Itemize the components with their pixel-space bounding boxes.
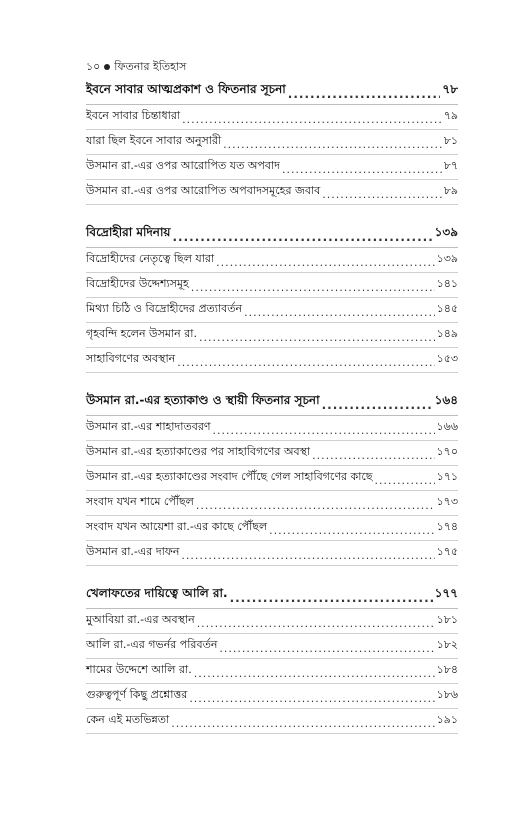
leader-dots <box>181 549 434 565</box>
toc-entry-page: ১৮৬ <box>436 688 458 701</box>
toc-entry-page: ১৯১ <box>436 713 458 726</box>
leader-dots <box>288 87 441 104</box>
toc-entry-page: ১৪৯ <box>436 327 458 340</box>
toc-section <box>86 223 458 373</box>
toc-entry-page: ১৪১ <box>436 277 458 290</box>
toc-heading-title: খেলাফতের দায়িত্বে আলি রা. <box>86 586 228 600</box>
leader-dots <box>230 591 433 608</box>
toc-entry-page: ১৭৫ <box>436 545 458 558</box>
toc-entry <box>86 298 458 323</box>
leader-dots <box>182 113 442 129</box>
toc-entry-page: ১৭০ <box>436 445 458 458</box>
toc-entry-title: সাহাবিগণের অবস্থান <box>86 352 176 365</box>
toc-entry <box>86 634 458 659</box>
toc-entry-title: উসমান রা.-এর হত্যাকাণ্ডের সংবাদ পৌঁছে গেল সাহাবিগণের কাছে <box>86 470 373 483</box>
toc-entry-title: মুআবিয়া রা.-এর অবস্থান <box>86 613 195 626</box>
toc-entry <box>86 684 458 709</box>
toc-entry-title: গুরুত্বপূর্ণ কিছু প্রশ্নোত্তর <box>86 688 188 701</box>
leader-dots <box>375 474 435 490</box>
toc-entry <box>86 105 458 130</box>
toc-entry-page: ৭৯ <box>443 109 458 122</box>
leader-dots <box>219 642 434 658</box>
leader-dots <box>223 138 442 154</box>
toc-heading <box>86 584 458 609</box>
toc-entry-page: ৮৭ <box>443 159 458 172</box>
toc-heading-title: বিদ্রোহীরা মদিনায় <box>86 225 171 239</box>
toc-entry <box>86 516 458 541</box>
toc-entry-title: শামের উদ্দেশে আলি রা. <box>86 663 192 676</box>
page-number: ১০ <box>86 60 101 73</box>
leader-dots <box>173 230 433 247</box>
bullet-dot <box>104 64 110 70</box>
toc-entry-title: উসমান রা.-এর দাফন <box>86 545 180 558</box>
leader-dots <box>196 499 435 515</box>
toc-entry-title: আলি রা.-এর গভর্নর পরিবর্তন <box>86 638 218 651</box>
leader-dots <box>171 717 434 733</box>
toc-entry-page: ১৬৬ <box>436 420 458 433</box>
toc-entry-page: ১৫৩ <box>436 352 458 365</box>
toc-heading <box>86 391 458 416</box>
leader-dots <box>189 692 434 708</box>
toc-heading-page: ১৬৪ <box>434 393 458 407</box>
toc-entry <box>86 155 458 180</box>
leader-dots <box>322 398 433 415</box>
leader-dots <box>322 188 441 204</box>
toc-entry <box>86 323 458 348</box>
toc-entry <box>86 709 458 734</box>
toc-heading-title: উসমান রা.-এর হত্যাকাণ্ড ও স্থায়ী ফিতনার সূচনা <box>86 393 320 407</box>
leader-dots <box>191 281 435 297</box>
toc-entry <box>86 466 458 491</box>
toc-heading-page: ১৩৯ <box>434 225 458 239</box>
toc-entry <box>86 248 458 273</box>
toc-entry-page: ৮১ <box>443 134 458 147</box>
toc-entry <box>86 130 458 155</box>
toc-entry-page: ১৮১ <box>436 613 458 626</box>
toc-entry-title: গৃহবন্দি হলেন উসমান রা. <box>86 327 197 340</box>
toc-heading-page: ৭৮ <box>442 82 458 96</box>
leader-dots <box>194 667 435 683</box>
toc-entry-title: বিদ্রোহীদের নেতৃত্বে ছিল যারা <box>86 252 215 265</box>
toc-entry-title: সংবাদ যখন আয়েশা রা.-এর কাছে পৌঁছল <box>86 520 268 533</box>
toc-entry-title: উসমান রা.-এর হত্যাকাণ্ডের পর সাহাবিগণের অবস্থা <box>86 445 311 458</box>
toc-entry <box>86 273 458 298</box>
toc-section <box>86 391 458 566</box>
toc-entry-page: ১৭৪ <box>436 520 458 533</box>
toc-entry-title: উসমান রা.-এর ওপর আরোপিত যত অপবাদ <box>86 159 280 172</box>
toc-entry <box>86 609 458 634</box>
leader-dots <box>269 524 434 540</box>
toc-entry-title: যারা ছিল ইবনে সাবার অনুসারী <box>86 134 222 147</box>
toc-entry-page: ১৭১ <box>436 470 458 483</box>
leader-dots <box>244 306 434 322</box>
toc-entry-title: উসমান রা.-এর ওপর আরোপিত অপবাদসমূহের জবাব <box>86 184 321 197</box>
toc-entry-title: মিথ্যা চিঠি ও বিদ্রোহীদের প্রত্যাবর্তন <box>86 302 243 315</box>
leader-dots <box>199 331 435 347</box>
leader-dots <box>197 617 435 633</box>
running-header <box>86 58 186 77</box>
leader-dots <box>213 424 435 440</box>
toc-entry-page: ৮৯ <box>443 184 458 197</box>
toc-entry <box>86 441 458 466</box>
toc-section <box>86 80 458 205</box>
toc-entry-page: ১৮২ <box>436 638 458 651</box>
toc-entry-title: সংবাদ যখন শামে পৌঁছল <box>86 495 194 508</box>
toc-heading <box>86 223 458 248</box>
toc-entry <box>86 491 458 516</box>
toc-entry-title: উসমান রা.-এর শাহাদাতবরণ <box>86 420 211 433</box>
table-of-contents <box>86 80 458 752</box>
toc-entry-title: বিদ্রোহীদের উদ্দেশ্যসমূহ <box>86 277 189 290</box>
toc-entry-page: ১৮৪ <box>436 663 458 676</box>
toc-entry <box>86 541 458 566</box>
toc-entry <box>86 416 458 441</box>
leader-dots <box>177 356 434 372</box>
toc-entry-title: ইবনে সাবার চিন্তাধারা <box>86 109 181 122</box>
toc-heading-title: ইবনে সাবার আত্মপ্রকাশ ও ফিতনার সূচনা <box>86 82 286 96</box>
toc-entry <box>86 659 458 684</box>
toc-entry-page: ১৭৩ <box>436 495 458 508</box>
book-title: ফিতনার ইতিহাস <box>114 60 187 73</box>
toc-entry <box>86 348 458 373</box>
toc-entry-page: ১৩৯ <box>436 252 458 265</box>
toc-section <box>86 584 458 734</box>
toc-entry-title: কেন এই মতভিন্নতা <box>86 713 170 726</box>
toc-heading <box>86 80 458 105</box>
leader-dots <box>282 163 442 179</box>
toc-heading-page: ১৭৭ <box>434 586 458 600</box>
leader-dots <box>312 449 434 465</box>
toc-entry <box>86 180 458 205</box>
toc-entry-page: ১৪৫ <box>436 302 458 315</box>
leader-dots <box>216 256 434 272</box>
